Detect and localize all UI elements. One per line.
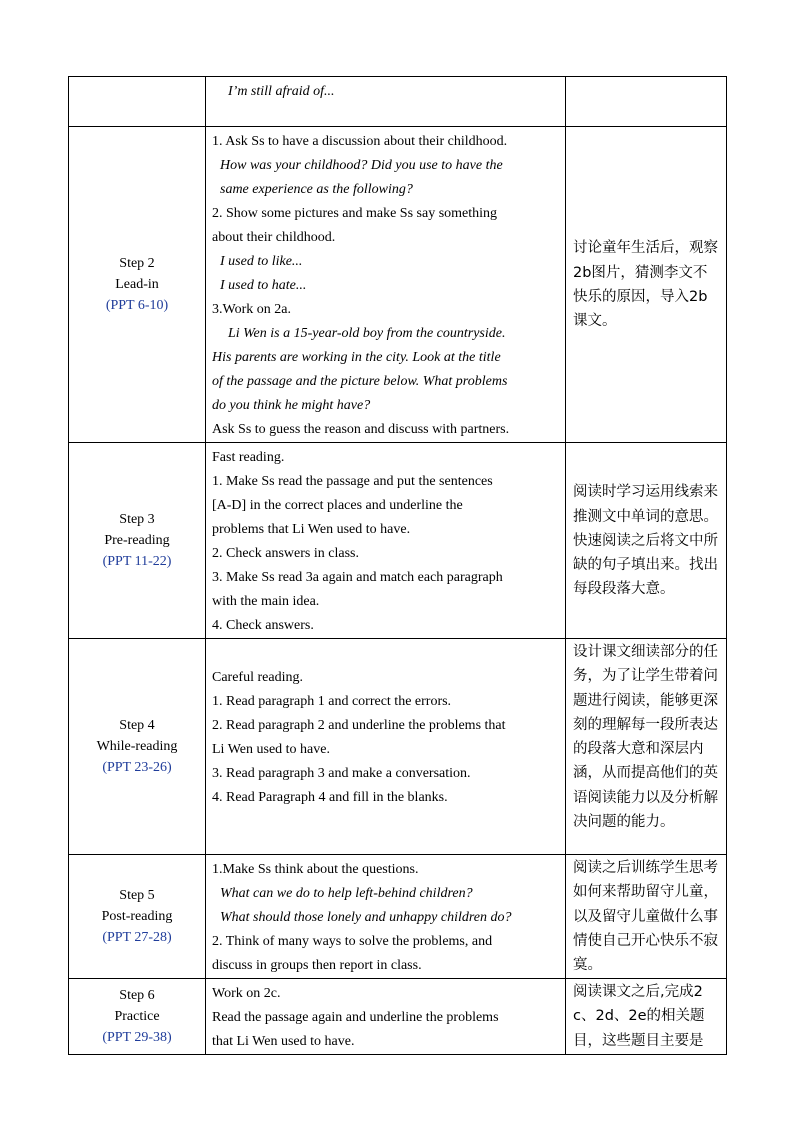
process-line: 1. Make Ss read the passage and put the sentences: [212, 474, 493, 489]
process-line: 4. Check answers.: [212, 618, 314, 633]
process-line: 3. Read paragraph 3 and make a conversation.: [212, 766, 471, 781]
process-line: of the passage and the picture below. What problems: [212, 374, 508, 389]
process-line: [A-D] in the correct places and underline the: [212, 498, 463, 513]
step-name: Pre-reading: [104, 533, 170, 548]
process-line: 1. Read paragraph 1 and correct the errors.: [212, 694, 452, 709]
process-line: I used to like...: [220, 254, 303, 269]
step-number: Step 3: [119, 512, 155, 527]
process-line: [212, 642, 559, 666]
step-number: Step 5: [119, 888, 155, 903]
process-line: Careful reading.: [212, 670, 303, 685]
process-cell: [206, 77, 566, 127]
process-line: I’m still afraid of...: [228, 84, 335, 99]
note-cell: 讨论童年生活后，观察2b图片，猜测李文不快乐的原因，导入2b课文。: [566, 127, 727, 443]
step-cell: [69, 855, 206, 979]
lesson-plan-body: [69, 77, 727, 1055]
table-row: [69, 979, 727, 1055]
process-line: 2. Think of many ways to solve the problems, and: [212, 934, 493, 949]
process-line: How was your childhood? Did you use to have the: [220, 158, 503, 173]
table-row: [69, 127, 727, 443]
process-line: 1.Make Ss think about the questions.: [212, 862, 419, 877]
step-number: Step 6: [119, 988, 155, 1003]
process-line: do you think he might have?: [212, 398, 371, 413]
process-line: Work on 2c.: [212, 986, 281, 1001]
process-cell: [206, 979, 566, 1055]
process-line: 4. Read Paragraph 4 and fill in the blanks.: [212, 790, 448, 805]
step-name: Post-reading: [101, 909, 173, 924]
process-line: that Li Wen used to have.: [212, 1034, 355, 1049]
note-cell: 阅读时学习运用线索来推测文中单词的意思。快速阅读之后将文中所缺的句子填出来。找出每段段落大意。: [566, 443, 727, 639]
process-line: Ask Ss to guess the reason and discuss with partners.: [212, 422, 510, 437]
table-row: [69, 855, 727, 979]
step-number: Step 2: [119, 256, 155, 271]
process-line: Fast reading.: [212, 450, 285, 465]
table-row: [69, 639, 727, 855]
note-cell: 阅读之后训练学生思考如何来帮助留守儿童，以及留守儿童做什么事情使自己开心快乐不寂寞。: [566, 855, 727, 979]
process-line: What should those lonely and unhappy children do?: [220, 910, 512, 925]
process-line: about their childhood.: [212, 230, 336, 245]
process-cell: [206, 443, 566, 639]
step-name: Lead-in: [115, 277, 159, 292]
note-cell: [566, 77, 727, 127]
step-ppt-range: (PPT 6-10): [105, 298, 169, 313]
process-line: I used to hate...: [220, 278, 307, 293]
step-cell: [69, 77, 206, 127]
table-row: [69, 443, 727, 639]
process-line: His parents are working in the city. Look at the title: [212, 350, 501, 365]
process-cell: [206, 639, 566, 855]
process-line: Read the passage again and underline the problems: [212, 1010, 499, 1025]
process-line: same experience as the following?: [220, 182, 413, 197]
step-cell: [69, 979, 206, 1055]
lesson-plan-table: [68, 76, 727, 1055]
step-cell: [69, 443, 206, 639]
process-line: discuss in groups then report in class.: [212, 958, 422, 973]
step-ppt-range: (PPT 27-28): [102, 930, 172, 945]
note-cell: 设计课文细读部分的任务，为了让学生带着问题进行阅读，能够更深刻的理解每一段所表达的段落大意和深层内涵，从而提高他们的英语阅读能力以及分析解决问题的能力。: [566, 639, 727, 855]
step-cell: [69, 639, 206, 855]
step-number: Step 4: [119, 718, 155, 733]
process-line: 3. Make Ss read 3a again and match each paragraph: [212, 570, 503, 585]
step-ppt-range: (PPT 23-26): [102, 760, 172, 775]
step-ppt-range: (PPT 29-38): [102, 1030, 172, 1045]
step-name: Practice: [114, 1009, 160, 1024]
process-line: What can we do to help left-behind children?: [220, 886, 473, 901]
process-line: 2. Check answers in class.: [212, 546, 359, 561]
note-cell: 阅读课文之后,完成2c、2d、2e的相关题目，这些题目主要是: [566, 979, 727, 1055]
table-row: [69, 77, 727, 127]
step-cell: [69, 127, 206, 443]
process-line: 3.Work on 2a.: [212, 302, 291, 317]
process-line: Li Wen is a 15-year-old boy from the countryside.: [228, 326, 506, 341]
process-cell: [206, 127, 566, 443]
process-line: 2. Read paragraph 2 and underline the problems that: [212, 718, 506, 733]
process-line: Li Wen used to have.: [212, 742, 330, 757]
process-line: with the main idea.: [212, 594, 320, 609]
process-line: problems that Li Wen used to have.: [212, 522, 411, 537]
process-line: 1. Ask Ss to have a discussion about their childhood.: [212, 134, 508, 149]
process-cell: [206, 855, 566, 979]
process-line: 2. Show some pictures and make Ss say something: [212, 206, 498, 221]
step-name: While-reading: [96, 739, 178, 754]
step-ppt-range: (PPT 11-22): [102, 554, 172, 569]
